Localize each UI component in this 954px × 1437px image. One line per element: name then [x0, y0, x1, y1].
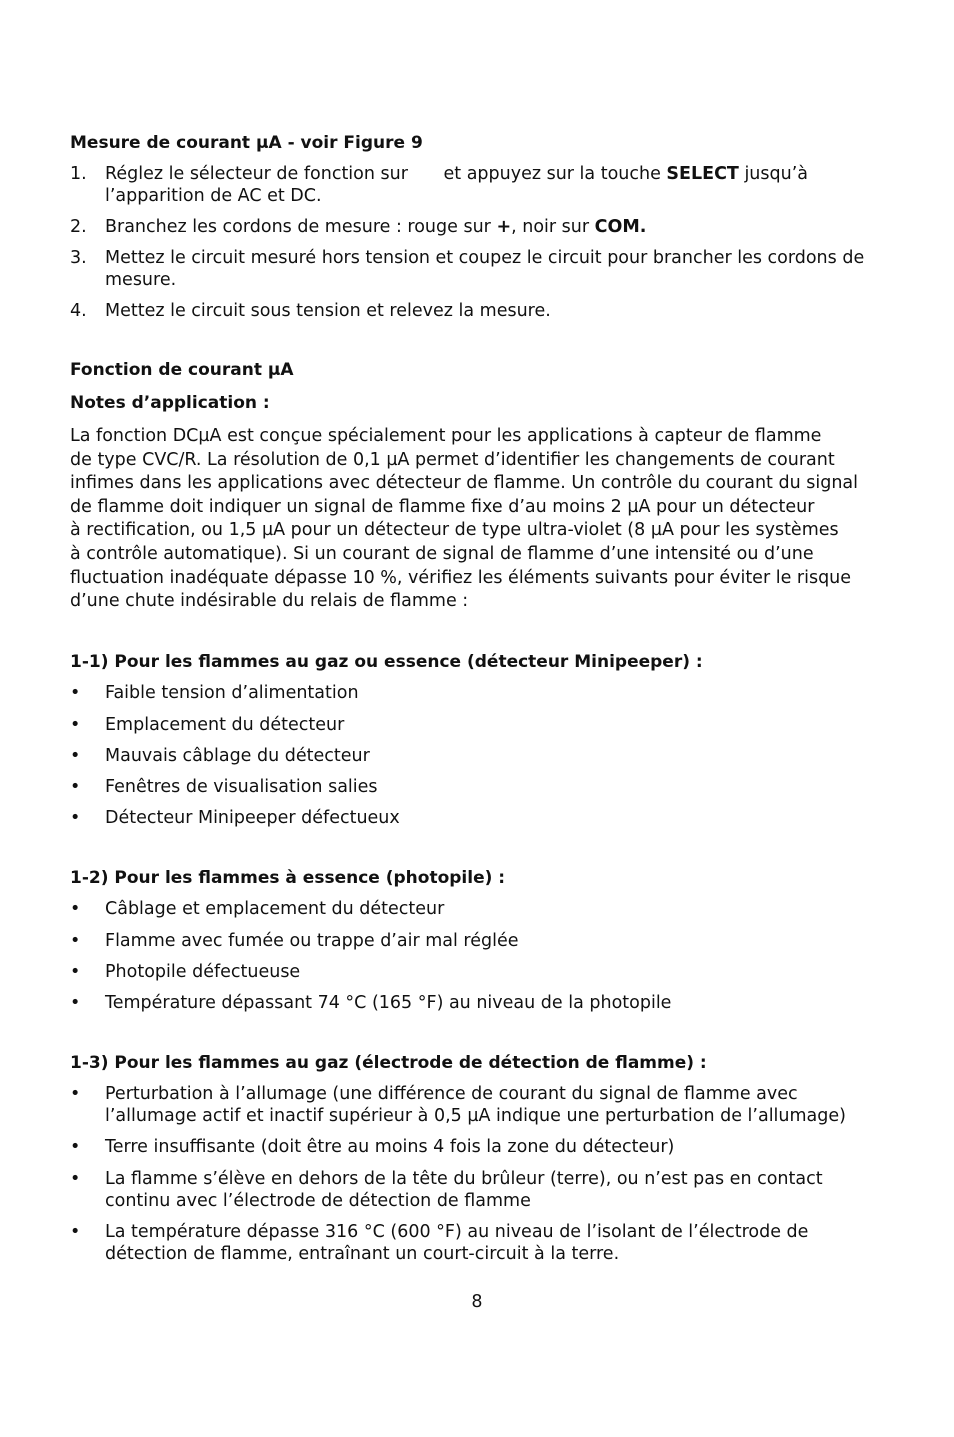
list-item-text: continu avec l’électrode de détection de flamme — [105, 1190, 531, 1211]
plus-terminal-label: + — [496, 217, 512, 237]
list-item-text: Faible tension d’alimentation — [105, 682, 359, 703]
page-number: 8 — [471, 1292, 483, 1312]
step-text: , noir sur — [511, 217, 595, 237]
list-item-text: La flamme s’élève en dehors de la tête du brûleur (terre), ou n’est pas en contact — [105, 1168, 823, 1189]
step-number: 2. — [70, 217, 87, 237]
bullet-icon: • — [70, 1136, 81, 1157]
select-key-label: SELECT — [666, 164, 739, 184]
list-item — [70, 992, 882, 1014]
step-text: Branchez les cordons de mesure : rouge sur — [105, 217, 497, 237]
list-item — [70, 714, 882, 736]
list-item-text: Flamme avec fumée ou trappe d’air mal réglée — [105, 930, 519, 951]
list-item — [70, 682, 882, 704]
bullet-icon: • — [70, 714, 81, 735]
heading-mesure-courant: Mesure de courant µA - voir Figure 9 — [70, 133, 423, 153]
list-item — [70, 1136, 882, 1158]
list-item — [70, 930, 882, 952]
list-item — [70, 807, 882, 829]
bullet-icon: • — [70, 807, 81, 828]
bullet-list-electrode — [70, 1083, 882, 1265]
step-text: Mettez le circuit sous tension et relevez la mesure. — [105, 301, 551, 321]
list-item-text: La température dépasse 316 °C (600 °F) au niveau de l’isolant de l’électrode de — [105, 1221, 809, 1242]
bullet-icon: • — [70, 898, 81, 919]
application-notes-paragraph — [70, 425, 882, 614]
bullet-icon: • — [70, 930, 81, 951]
paragraph-line: à contrôle automatique). Si un courant de signal de flamme d’une intensité ou d’une — [70, 543, 814, 564]
bullet-list-minipeeper — [70, 682, 882, 829]
list-item-text: Câblage et emplacement du détecteur — [105, 898, 445, 919]
com-terminal-label: COM. — [594, 217, 647, 237]
paragraph-line: La fonction DCµA est conçue spécialement pour les applications à capteur de flamme — [70, 426, 822, 446]
list-item-text: Perturbation à l’allumage (une différence de courant du signal de flamme avec — [105, 1083, 798, 1104]
step-text: et appuyez sur la touche — [443, 164, 667, 184]
list-item-text: Détecteur Minipeeper défectueux — [105, 807, 400, 828]
list-item-text: Emplacement du détecteur — [105, 714, 345, 735]
list-item-text: détection de flamme, entraînant un court-circuit à la terre. — [105, 1243, 620, 1264]
page-content — [70, 128, 882, 1265]
paragraph-line: de flamme doit indiquer un signal de flamme fixe d’au moins 2 µA pour un détecteur — [70, 496, 815, 517]
step-number: 1. — [70, 164, 87, 184]
list-item-text: Mauvais câblage du détecteur — [105, 745, 370, 766]
list-item-text: Terre insuffisante (doit être au moins 4 fois la zone du détecteur) — [105, 1136, 675, 1157]
list-item — [70, 961, 882, 983]
bullet-icon: • — [70, 992, 81, 1013]
list-item-text: Fenêtres de visualisation salies — [105, 776, 378, 797]
bullet-icon: • — [70, 1168, 81, 1189]
paragraph-line: fluctuation inadéquate dépasse 10 %, vérifiez les éléments suivants pour éviter le risque — [70, 567, 852, 588]
step-number: 3. — [70, 248, 87, 268]
heading-photopile: 1-2) Pour les flammes à essence (photopile) : — [70, 867, 506, 888]
paragraph-line: à rectification, ou 1,5 µA pour un détecteur de type ultra-violet (8 µA pour les systèmes — [70, 520, 839, 541]
steps-list — [70, 163, 882, 322]
list-item-text: Photopile défectueuse — [105, 961, 301, 982]
step-2 — [70, 216, 882, 238]
bullet-icon: • — [70, 682, 81, 703]
step-3 — [70, 247, 882, 291]
list-item — [70, 1083, 882, 1127]
bullet-icon: • — [70, 1221, 81, 1242]
step-number: 4. — [70, 301, 87, 321]
step-4 — [70, 300, 882, 322]
paragraph-line: infimes dans les applications avec détecteur de flamme. Un contrôle du courant du signal — [70, 473, 858, 494]
bullet-icon: • — [70, 776, 81, 797]
heading-electrode: 1-3) Pour les flammes au gaz (électrode de détection de flamme) : — [70, 1052, 707, 1073]
list-item — [70, 776, 882, 798]
step-1 — [70, 163, 882, 207]
bullet-icon: • — [70, 961, 81, 982]
step-text: l’apparition de AC et DC. — [105, 186, 322, 206]
step-text: Mettez le circuit mesuré hors tension et coupez le circuit pour brancher les cordons de mesure. — [105, 248, 865, 290]
paragraph-line: de type CVC/R. La résolution de 0,1 µA permet d’identifier les changements de courant — [70, 449, 835, 470]
heading-fonction-courant: Fonction de courant µA — [70, 360, 294, 380]
list-item — [70, 1168, 882, 1212]
bullet-icon: • — [70, 1083, 81, 1104]
list-item — [70, 1221, 882, 1265]
bullet-icon: • — [70, 745, 81, 766]
list-item-text: Température dépassant 74 °C (165 °F) au niveau de la photopile — [105, 992, 672, 1013]
list-item — [70, 898, 882, 920]
list-item-text: l’allumage actif et inactif supérieur à 0,5 µA indique une perturbation de l’allumage) — [105, 1105, 846, 1126]
heading-notes-application: Notes d’application : — [70, 393, 270, 413]
paragraph-line: d’une chute indésirable du relais de flamme : — [70, 591, 469, 612]
step-text: Réglez le sélecteur de fonction sur — [105, 164, 414, 184]
heading-gaz-essence: 1-1) Pour les flammes au gaz ou essence (détecteur Minipeeper) : — [70, 651, 703, 672]
bullet-list-photopile — [70, 898, 882, 1014]
step-text: jusqu’à — [738, 164, 808, 184]
list-item — [70, 745, 882, 767]
